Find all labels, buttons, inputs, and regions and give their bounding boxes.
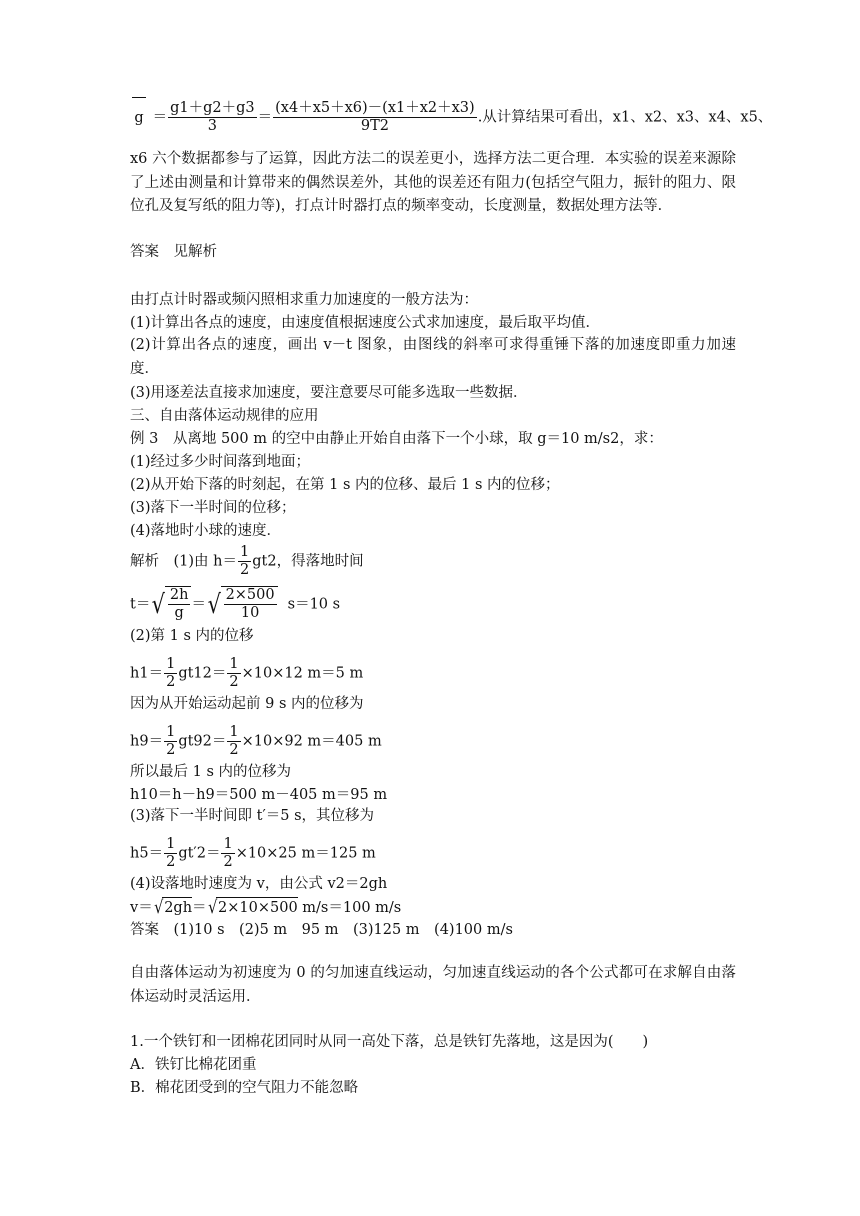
sqrt-icon: √	[207, 897, 217, 918]
g-bar: g	[134, 109, 144, 126]
answer-3: 答案 (1)10 s (2)5 m 95 m (3)125 m (4)100 m/s	[130, 922, 513, 938]
exercise-1-option-a: A．铁钉比棉花团重	[130, 1057, 257, 1073]
solution-line-7: 所以最后 1 s 内的位移为	[130, 764, 291, 780]
method-intro: 由打点计时器或频闪照相求重力加速度的一般方法为：	[130, 292, 478, 308]
fraction-x-diff: $\frac{(x4+x5+x6)-(x1+x2+x3)}{9T2}$	[275, 100, 475, 134]
solution-h5: h5＝ $\frac{1}{2}$ gt′2＝ $\frac{1}{2}$ ×10×25 m＝125 m	[130, 836, 376, 870]
fraction-half: $\frac{1}{2}$	[240, 544, 250, 578]
sqrt-icon: √	[207, 589, 221, 620]
example-3: 例 3 从离地 500 m 的空中由静止开始自由落下一个小球，取 g＝10 m/s2，求：	[130, 431, 663, 447]
method-2: (2)计算出各点的速度，画出 v－t 图象，由图线的斜率可求得重锤下落的加速度即重力加速度．	[130, 337, 736, 377]
solution-line-11: (4)设落地时速度为 v，由公式 v2＝2gh	[130, 876, 388, 892]
exercise-1-option-b: B．棉花团受到的空气阻力不能忽略	[130, 1080, 359, 1096]
sqrt-icon: √	[153, 897, 164, 918]
solution-time-formula: t＝√ $\frac{2h}{g}$ ＝√ $\frac{2\times 500}{10}$ s＝10 s	[130, 587, 341, 621]
question-4: (4)落地时小球的速度．	[130, 523, 282, 539]
summary: 自由落体运动为初速度为 0 的匀加速直线运动，匀加速直线运动的各个公式都可在求解自由落体运动时灵活运用．	[130, 965, 736, 1005]
question-3: (3)落下一半时间的位移；	[130, 500, 296, 516]
exercise-1-question: 1.一个铁钉和一团棉花团同时从同一高处下落，总是铁钉先落地，这是因为( )	[130, 1034, 649, 1050]
answer-1: 答案 见解析	[130, 244, 217, 260]
overbar	[132, 97, 146, 98]
paragraph-error-analysis: x6 六个数据都参与了运算，因此方法二的误差更小，选择方法二更合理．本实验的误差来源除了上述由测量和计算带来的偶然误差外，其他的误差还有阻力(包括空气阻力，振针的阻力、限位孔及复写纸的阻力等)，打点计时器打点的频率变动，长度测量，数据处理方法等．	[130, 151, 736, 214]
solution-velocity: v＝√2gh＝√2×10×500 m/s＝100 m/s	[130, 897, 402, 918]
section-title: 三、自由落体运动规律的应用	[130, 408, 319, 424]
solution-line-3: (2)第 1 s 内的位移	[130, 628, 254, 644]
solution-h1: h1＝ $\frac{1}{2}$ gt12＝ $\frac{1}{2}$ ×10×12 m＝5 m	[130, 656, 364, 690]
method-3: (3)用逐差法直接求加速度，要注意要尽可能多选取一些数据．	[130, 385, 528, 401]
question-1: (1)经过多少时间落到地面；	[130, 454, 311, 470]
fraction-g-mean: $\frac{g1+g2+g3}{3}$	[170, 100, 255, 134]
solution-line-8: h10＝h－h9＝500 m－405 m＝95 m	[130, 787, 388, 803]
formula-tail: .从计算结果可看出，x1、x2、x3、x4、x5、	[477, 109, 773, 126]
solution-line-9: (3)落下一半时间即 t′＝5 s，其位移为	[130, 808, 375, 824]
method-1: (1)计算出各点的速度，由速度值根据速度公式求加速度，最后取平均值．	[130, 315, 601, 331]
question-2: (2)从开始下落的时刻起，在第 1 s 内的位移、最后 1 s 内的位移；	[130, 477, 560, 493]
solution-line-5: 因为从开始运动起前 9 s 内的位移为	[130, 696, 364, 712]
solution-line-1: 解析 (1)由 h＝ $\frac{1}{2}$ gt2，得落地时间	[130, 544, 364, 578]
first-formula: g ＝ $\frac{g1+g2+g3}{3}$ ＝ $\frac{(x4+x5+x6)-(x1+x2+x3)}{9T2}$ .从计算结果可看出，x1、x2、x3、x4、x5、	[130, 100, 772, 135]
solution-h9: h9＝ $\frac{1}{2}$ gt92＝ $\frac{1}{2}$ ×10×92 m＝405 m	[130, 724, 382, 758]
sqrt-icon: √	[151, 589, 166, 620]
